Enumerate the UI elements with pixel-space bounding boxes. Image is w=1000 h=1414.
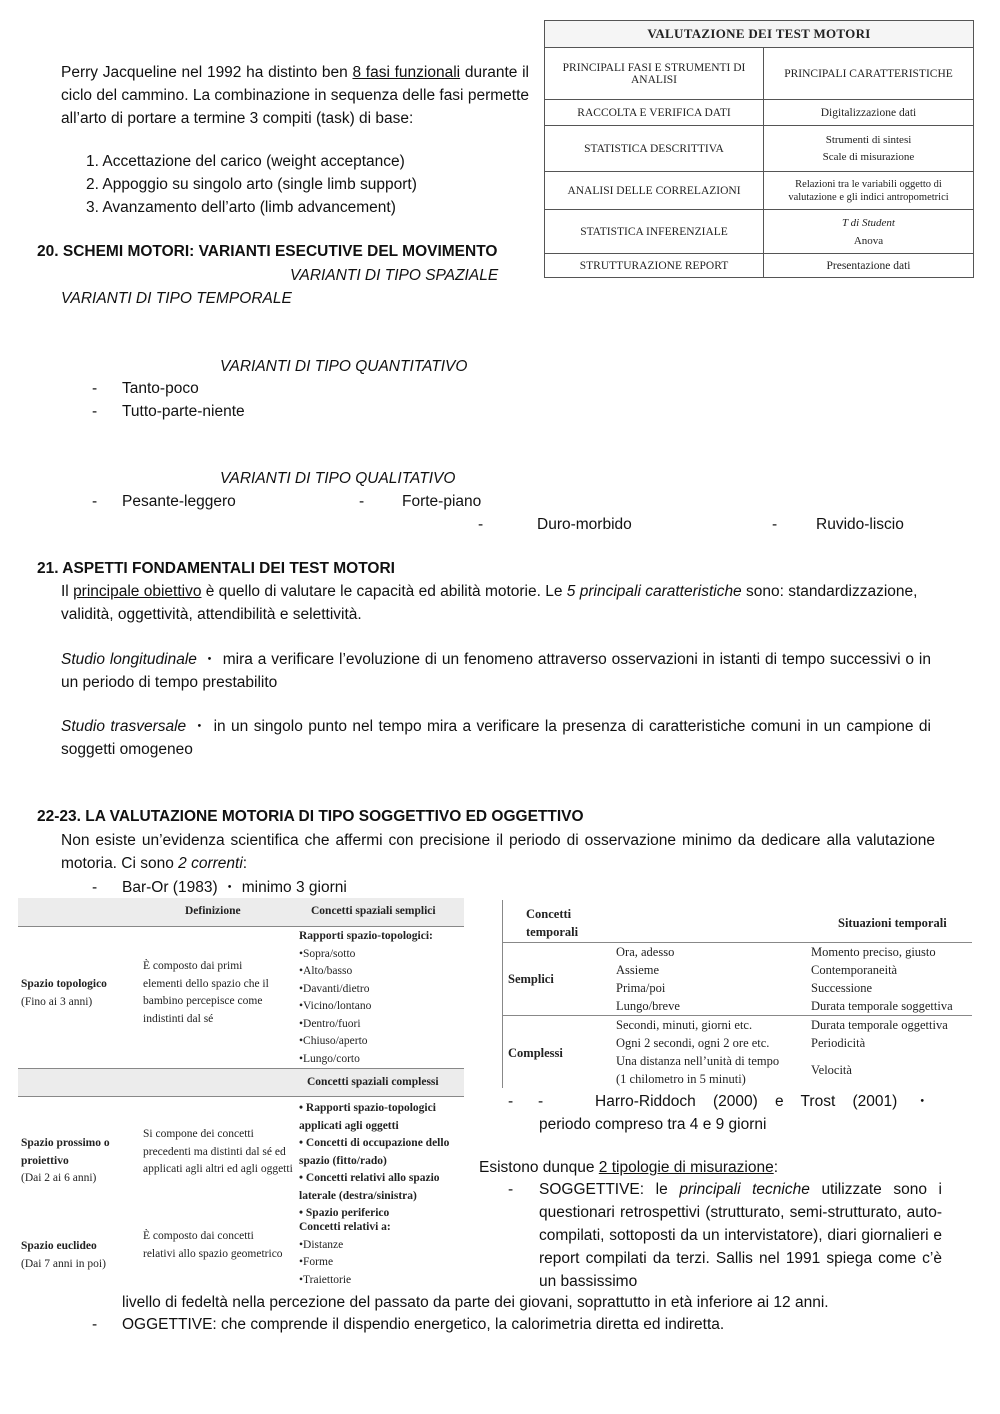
row-definition: È composto dai concetti relativi allo spazio geometrico — [143, 1230, 283, 1260]
varianti-qualitativo: VARIANTI DI TIPO QUALITATIVO — [220, 470, 456, 487]
phase-cell: RACCOLTA E VERIFICA DATI — [545, 100, 764, 126]
valutazione-title: VALUTAZIONE DEI TEST MOTORI — [545, 21, 974, 48]
row-concept: Secondi, minuti, giorni etc. — [616, 1018, 753, 1032]
row-concept: (1 chilometro in 5 minuti) — [616, 1072, 746, 1086]
row-concepts: Rapporti spazio-topologici: •Sopra/sotto •Alto/basso •Davanti/dietro •Vicino/lontano •Dentro/fuori •Chiuso/aperto •Lungo/corto — [299, 930, 433, 1065]
header-complessi: Concetti spaziali complessi — [307, 1076, 439, 1088]
row-situation: Momento preciso, giusto — [811, 945, 936, 959]
section-21-heading: 21. ASPETTI FONDAMENTALI DEI TEST MOTORI — [37, 560, 395, 577]
section-22-heading: 22-23. LA VALUTAZIONE MOTORIA DI TIPO SOGGETTIVO ED OGGETTIVO — [37, 808, 584, 825]
row-concept: Assieme — [616, 963, 660, 977]
list-item: - Duro-morbido — [478, 516, 632, 533]
intro-item: 1. Accettazione del carico (weight acceptance) — [86, 153, 405, 170]
varianti-spaziale: VARIANTI DI TIPO SPAZIALE — [290, 267, 499, 284]
feature-cell: Strumenti di sintesi Scale di misurazione — [764, 126, 974, 172]
intro-paragraph: Perry Jacqueline nel 1992 ha distinto ben 8 fasi funzionali durante il ciclo del cammino. La combinazione in sequenza delle fasi permette all’arto di portare a termine 3 compiti (task) di base: — [61, 64, 529, 127]
feature-cell: T di Student Anova — [764, 210, 974, 254]
harro-item: - - Harro-Riddoch (2000) e Trost (2001) ・ periodo compreso tra 4 e 9 giorni — [508, 1093, 930, 1133]
varianti-temporale: VARIANTI DI TIPO TEMPORALE — [61, 290, 292, 307]
row-name: Spazio topologico (Fino ai 3 anni) — [21, 978, 107, 1008]
row-situation: Durata temporale soggettiva — [811, 999, 953, 1013]
feature-cell: Relazioni tra le variabili oggetto di valutazione e gli indici antropometrici — [764, 172, 974, 210]
list-item: - Forte-piano — [359, 493, 482, 510]
spatial-concepts-table — [18, 898, 464, 1288]
bar-or-item: - Bar-Or (1983) ・ minimo 3 giorni — [92, 879, 347, 896]
valutazione-table — [544, 20, 974, 278]
col-header: PRINCIPALI CARATTERISTICHE — [764, 48, 974, 100]
header-situazioni: Situazioni temporali — [838, 916, 947, 930]
row-concept: Ogni 2 secondi, ogni 2 ore etc. — [616, 1036, 770, 1050]
header-concetti: Concetti temporali — [526, 907, 579, 939]
phase-cell: ANALISI DELLE CORRELAZIONI — [545, 172, 764, 210]
feature-cell: Presentazione dati — [764, 254, 974, 278]
soggettive-continued: livello di fedeltà nella percezione del passato da parte dei giovani, soprattutto in età inferiore ai 12 anni. — [122, 1294, 829, 1311]
soggettive-item: - SOGGETTIVE: le principali tecniche utilizzate sono i questionari retrospettivi (strutturato, semi-strutturato, auto-compilati, sottoposti da un intervistatore), diari giornalieri e report compilati da terzi. Sallis nel 1991 spiega come c’è un bassissimo — [508, 1181, 942, 1290]
row-concept: Lungo/breve — [616, 999, 680, 1013]
oggettive-item: - OGGETTIVE: che comprende il dispendio energetico, la calorimetria diretta ed indiretta. — [92, 1316, 725, 1333]
row-situation: Velocità — [811, 1063, 852, 1077]
varianti-quantitativo: VARIANTI DI TIPO QUANTITATIVO — [220, 358, 468, 375]
row-situation: Durata temporale oggettiva — [811, 1018, 948, 1032]
s21-paragraph: Il principale obiettivo è quello di valutare le capacità ed abilità motorie. Le 5 principali caratteristiche sono: standardizzazione, validità, oggettività, attendibilità e selettività. — [61, 583, 918, 623]
phase-cell: STATISTICA DESCRITTIVA — [545, 126, 764, 172]
row-situation: Contemporaneità — [811, 963, 898, 977]
row-definition: È composto dai primi elementi dello spazio che il bambino percepisce come indistinti dal sé — [143, 960, 269, 1025]
misurazione-intro: Esistono dunque 2 tipologie di misurazione: — [479, 1159, 779, 1176]
header-definizione: Definizione — [185, 905, 241, 917]
row-situation: Successione — [811, 981, 873, 995]
row-concepts: Concetti relativi a: •Distanze •Forme •Traiettorie — [299, 1221, 391, 1286]
quant-list — [92, 377, 245, 423]
row-name: Spazio prossimo o proiettivo (Dai 2 ai 6 anni) — [21, 1137, 110, 1184]
group-complessi: Complessi — [508, 1046, 563, 1060]
row-concept: Una distanza nell’unità di tempo — [616, 1054, 780, 1068]
section-20-heading: 20. SCHEMI MOTORI: VARIANTI ESECUTIVE DEL MOVIMENTO — [37, 243, 498, 260]
list-item: - Tutto-parte-niente — [92, 403, 245, 420]
header-semplici: Concetti spaziali semplici — [311, 905, 436, 917]
intro-list — [86, 150, 417, 219]
list-item: - Pesante-leggero — [92, 493, 236, 510]
row-definition: Si compone dei concetti precedenti ma distinti dal sé ed applicati agli altri ed agli oggetti — [143, 1128, 293, 1175]
s22-paragraph: Non esiste un’evidenza scientifica che affermi con precisione il periodo di osservazione minimo da dedicare alla valutazione motoria. Ci sono 2 correnti: — [61, 832, 935, 872]
intro-item: 3. Avanzamento dell’arto (limb advancement) — [86, 199, 396, 216]
row-concept: Prima/poi — [616, 981, 666, 995]
list-item: - Ruvido-liscio — [772, 516, 904, 533]
group-semplici: Semplici — [508, 972, 554, 986]
studio-longitudinale: Studio longitudinale ・ mira a verificare l’evoluzione di un fenomeno attraverso osservazioni in istanti di tempo successivi o in un periodo di tempo prestabilito — [61, 651, 931, 691]
col-header: PRINCIPALI FASI E STRUMENTI DI ANALISI — [545, 48, 764, 100]
fasi-funzionali-link: 8 fasi funzionali — [352, 64, 461, 81]
row-concepts: • Rapporti spazio-topologici applicati agli oggetti • Concetti di occupazione dello spazio (fitto/rado) • Concetti relativi allo spazio laterale (destra/sinistra) • Spazio periferico — [299, 1102, 450, 1219]
temporal-concepts-table — [502, 900, 972, 1088]
row-situation: Periodicità — [811, 1036, 866, 1050]
intro-item: 2. Appoggio su singolo arto (single limb support) — [86, 176, 417, 193]
row-name: Spazio euclideo (Dai 7 anni in poi) — [21, 1240, 106, 1270]
phase-cell: STATISTICA INFERENZIALE — [545, 210, 764, 254]
row-concept: Ora, adesso — [616, 945, 675, 959]
feature-cell: Digitalizzazione dati — [764, 100, 974, 126]
phase-cell: STRUTTURAZIONE REPORT — [545, 254, 764, 278]
list-item: - Tanto-poco — [92, 380, 199, 397]
studio-trasversale: Studio trasversale ・ in un singolo punto nel tempo mira a verificare la presenza di caratteristiche comuni in un campione di soggetti omogeneo — [61, 718, 931, 758]
